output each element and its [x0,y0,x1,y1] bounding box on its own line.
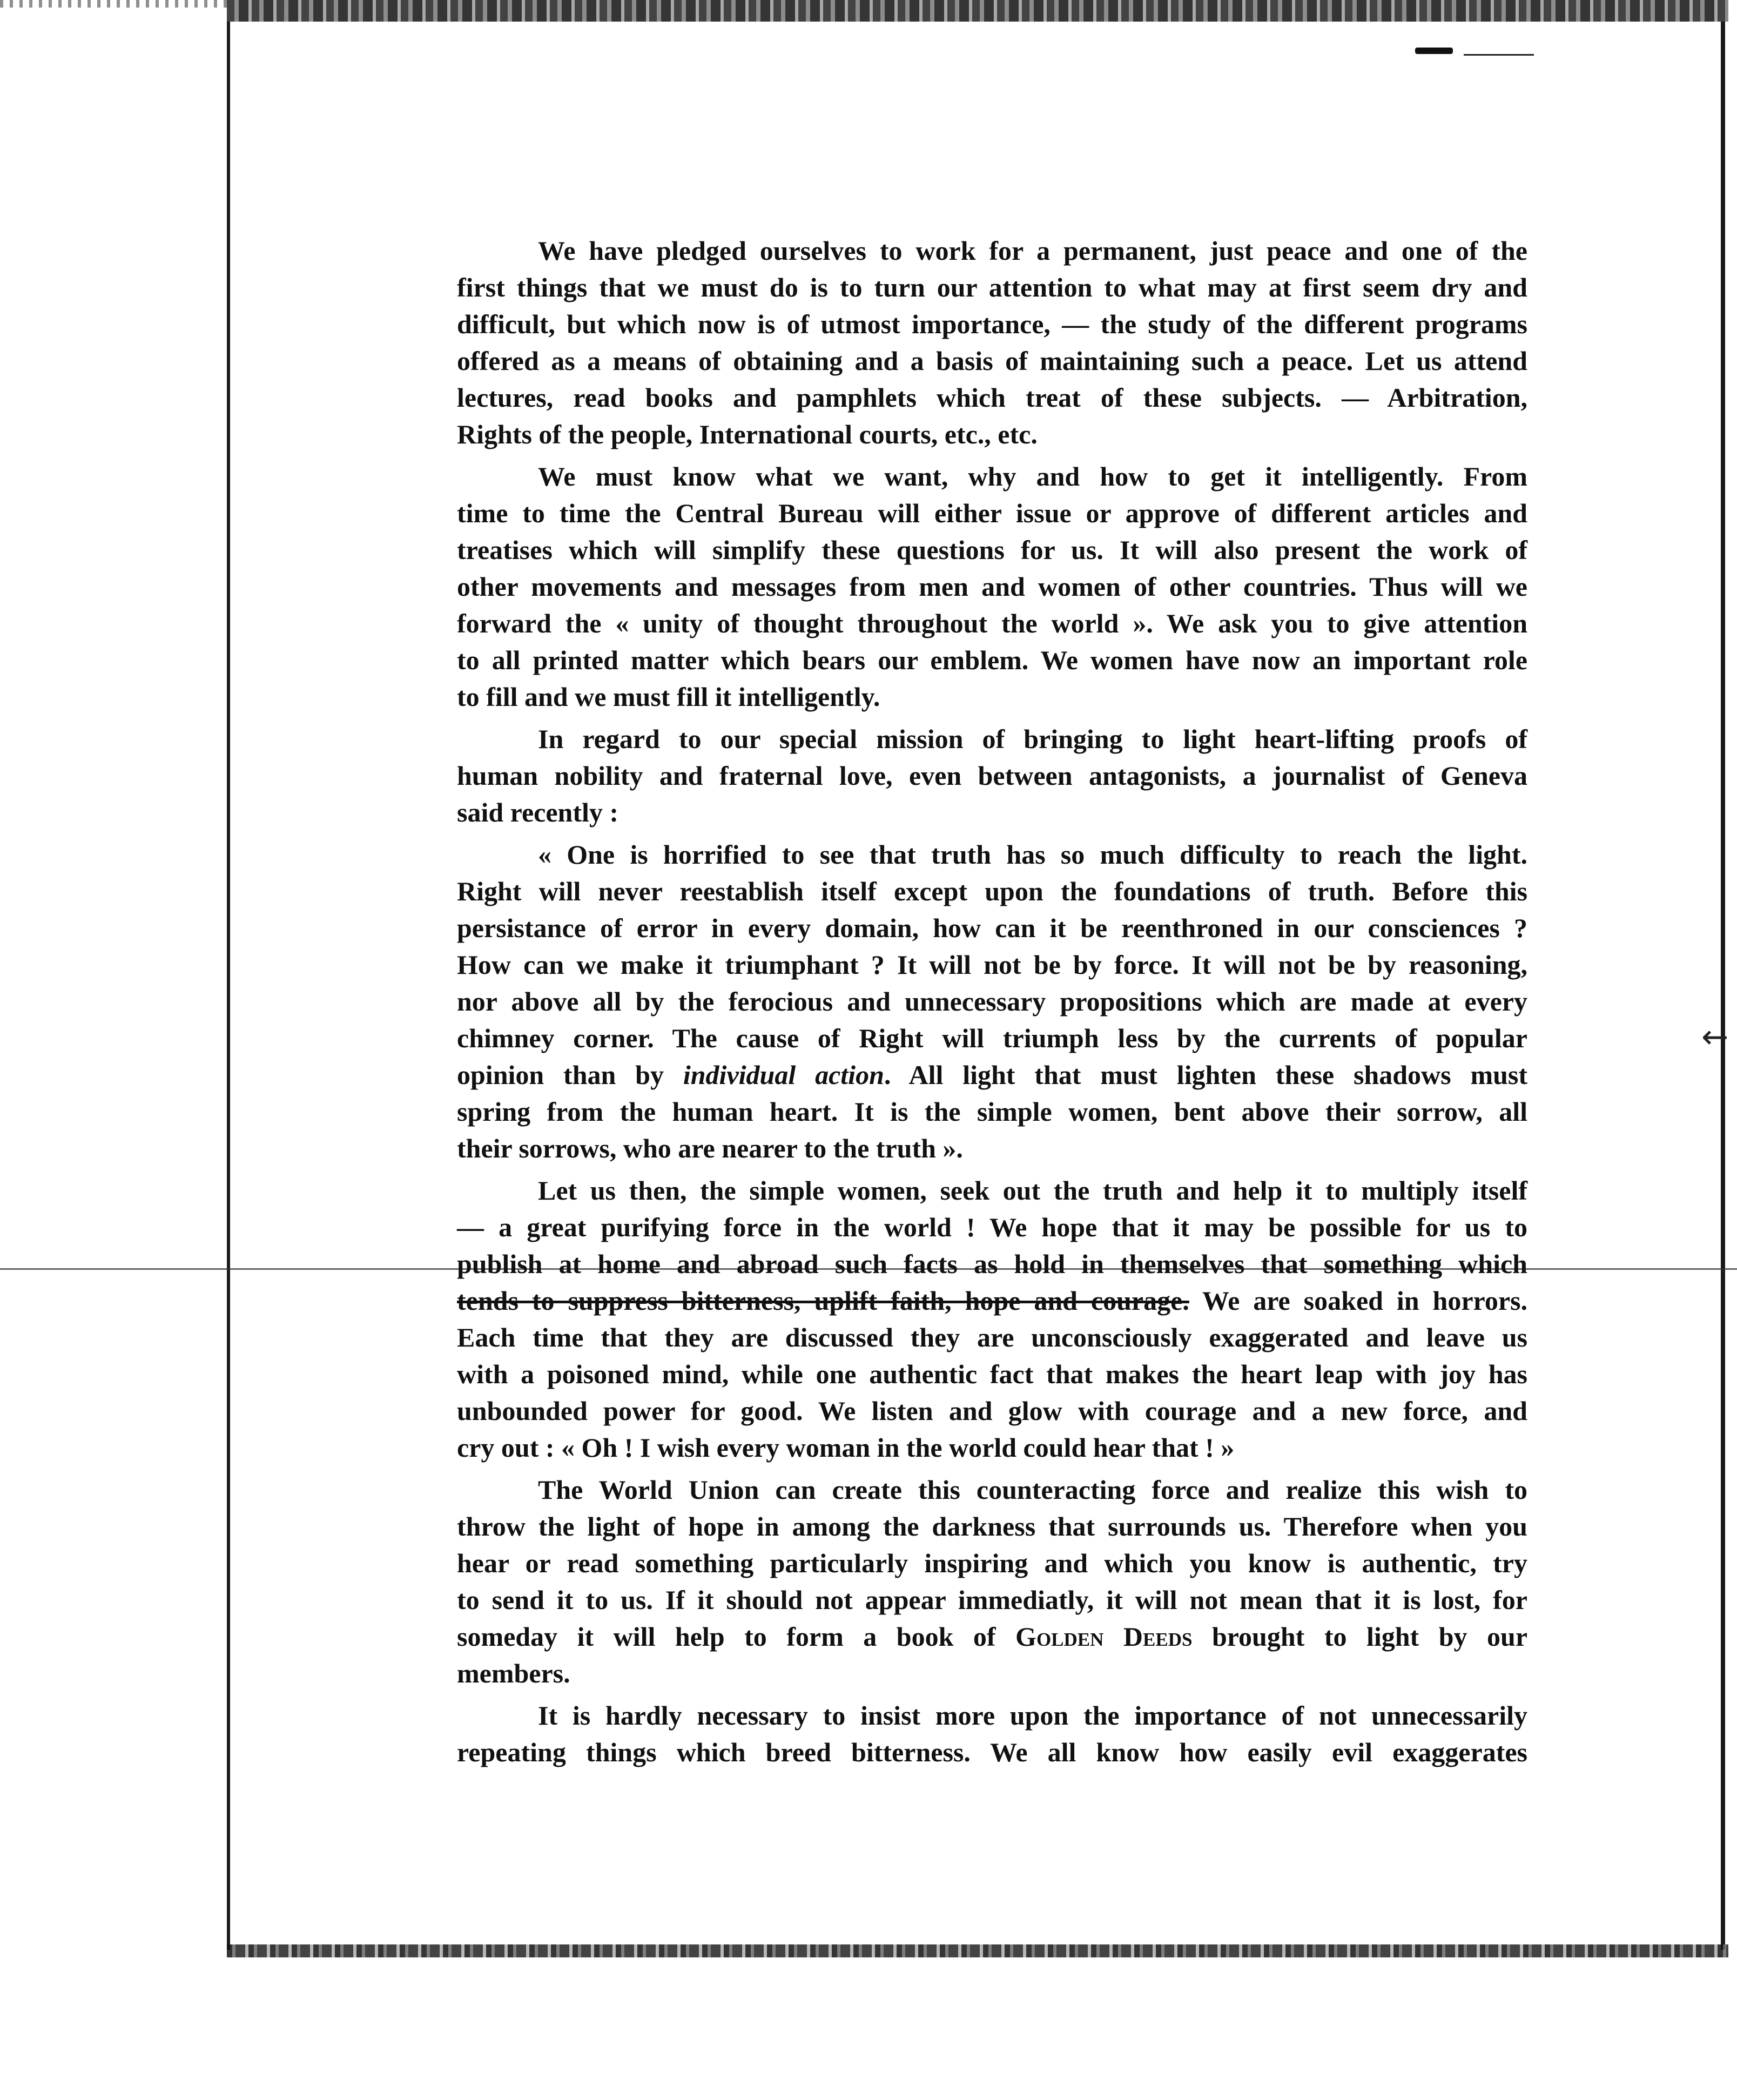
text-line: hear or read something particularly inspiring and which you know is authentic, try [457,1548,1527,1578]
text-line: « One is horrified to see that truth has so much difficulty to reach the light. [538,839,1527,870]
text-line [457,1056,1527,1093]
ink-mark [1415,48,1453,54]
paragraph [457,232,1527,453]
text-line: lectures, read books and pamphlets which treat of these subjects. — Arbitration, [457,382,1527,413]
text-line: to all printed matter which bears our emblem. We women have now an important role [457,645,1527,675]
document-body [457,232,1527,1771]
paragraph [457,1172,1527,1466]
text-line: members. [457,1658,570,1688]
text-line: persistance of error in every domain, how can it be reenthroned in our consciences ? [457,913,1527,943]
text-line: unbounded power for good. We listen and glow with courage and a new force, and [457,1396,1527,1426]
paragraph [457,1471,1527,1692]
text-line: said recently : [457,797,619,827]
paragraph [457,1697,1527,1771]
text-line: Each time that they are discussed they are unconsciously exaggerated and leave us [457,1322,1527,1352]
text-segment: . All light that must lighten these shadows must [884,1060,1528,1090]
text-line: Rights of the people, International courts, etc., etc. [457,419,1038,449]
text-line: Let us then, the simple women, seek out the truth and help it to multiply itself [538,1175,1527,1206]
scan-edge-top [227,0,1728,22]
text-segment: brought to light by our [1211,1621,1528,1652]
text-line: their sorrows, who are nearer to the truth ». [457,1133,963,1163]
text-line: repeating things which breed bitterness. We all know how easily evil exaggerates [457,1737,1527,1767]
book-title: Golden Deeds [1015,1621,1193,1652]
emphasis-text: individual action [683,1060,884,1090]
ink-mark [1464,54,1534,56]
text-line: difficult, but which now is of utmost importance, — the study of the different programs [457,309,1527,339]
text-line: The World Union can create this counteracting force and realize this wish to [538,1475,1527,1505]
struck-text: tends to suppress bitterness, uplift faith, hope and courage. [457,1285,1189,1316]
text-line: to send it to us. If it should not appear immediatly, it will not mean that it is lost, for [457,1585,1527,1615]
text-line: time to time the Central Bureau will either issue or approve of different articles and [457,498,1527,528]
text-line: with a poisoned mind, while one authentic fact that makes the heart leap with joy has [457,1359,1527,1389]
text-line: treatises which will simplify these questions for us. It will also present the work of [457,535,1527,565]
text-line: It is hardly necessary to insist more upon the importance of not unnecessarily [538,1700,1527,1731]
scan-edge-top-left [0,0,227,8]
text-segment: someday it will help to form a book of [457,1621,996,1652]
text-segment: We are soaked in horrors. [1189,1285,1527,1316]
text-line: cry out : « Oh ! I wish every woman in the world could hear that ! » [457,1432,1235,1463]
text-line: to fill and we must fill it intelligently. [457,682,880,712]
paragraph [457,721,1527,831]
text-line [457,1618,1527,1655]
text-line: How can we make it triumphant ? It will not be by force. It will not be by reasoning, [457,950,1527,980]
text-line: — a great purifying force in the world ! We hope that it may be possible for us to [457,1212,1527,1242]
margin-arrow-icon: ← [1701,1018,1729,1056]
text-line: throw the light of hope in among the darkness that surrounds us. Therefore when you [457,1511,1527,1542]
text-line: first things that we must do is to turn our attention to what may at first seem dry and [457,272,1527,302]
text-line: forward the « unity of thought throughout the world ». We ask you to give attention [457,608,1527,638]
text-line: other movements and messages from men and women of other countries. Thus will we [457,571,1527,602]
paragraph [457,458,1527,715]
text-line: chimney corner. The cause of Right will triumph less by the currents of popular [457,1023,1527,1053]
text-line: nor above all by the ferocious and unnecessary propositions which are made at every [457,986,1527,1017]
text-line: Right will never reestablish itself except upon the foundations of truth. Before this [457,876,1527,906]
text-segment: opinion than by [457,1060,664,1090]
text-line: human nobility and fraternal love, even between antagonists, a journalist of Geneva [457,760,1527,791]
text-line: In regard to our special mission of bringing to light heart-lifting proofs of [538,724,1527,754]
text-line: spring from the human heart. It is the simple women, bent above their sorrow, all [457,1096,1527,1127]
text-line: publish at home and abroad such facts as hold in themselves that something which [457,1249,1527,1279]
quotation-paragraph [457,836,1527,1167]
text-line [457,1282,1527,1319]
text-line: offered as a means of obtaining and a basis of maintaining such a peace. Let us attend [457,346,1527,376]
text-line: We must know what we want, why and how to get it intelligently. From [538,461,1527,492]
scan-edge-bottom [227,1944,1728,1957]
text-line: We have pledged ourselves to work for a permanent, just peace and one of the [538,235,1527,266]
